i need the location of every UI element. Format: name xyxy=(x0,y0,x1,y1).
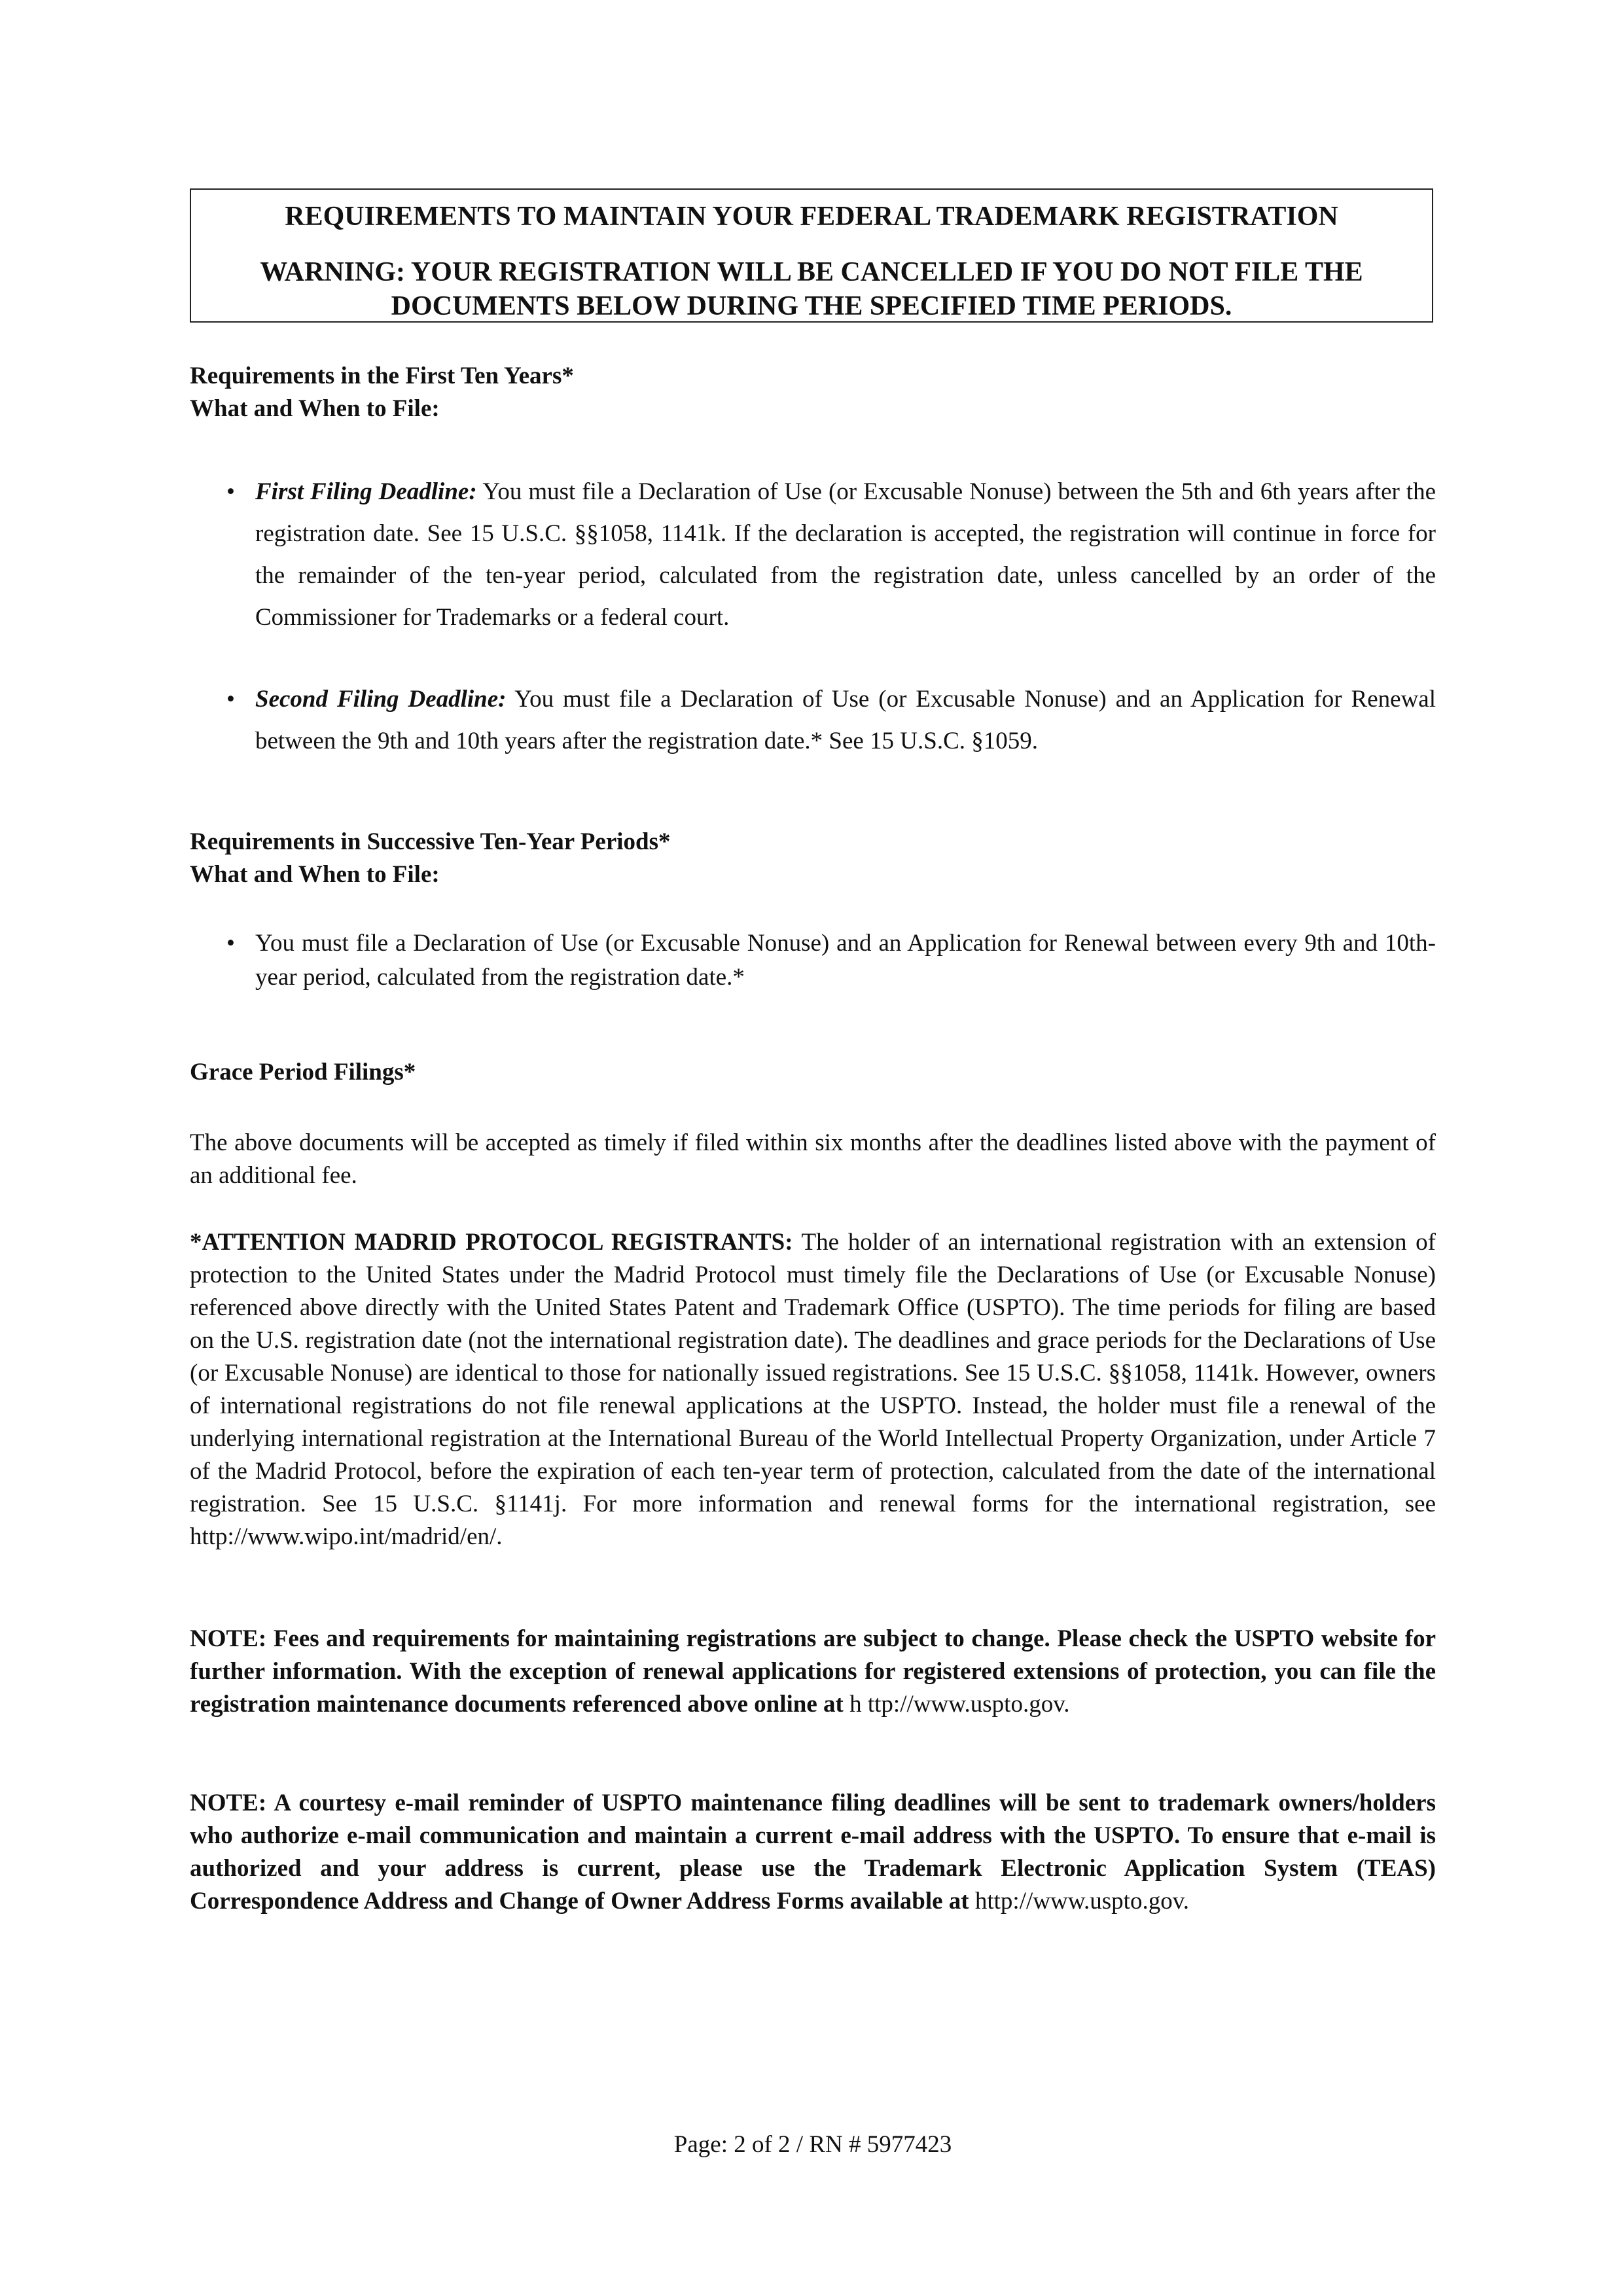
second-filing-text: You must file a Declaration of Use (or Excusable Nonuse) and an Application for Renewal between the 9th and 10th years after the registration date.* See 15 U.S.C. §1059. xyxy=(255,686,1436,754)
first-ten-years-subheading: What and When to File: xyxy=(190,395,440,422)
first-filing-label: First Filing Deadline: xyxy=(255,478,477,505)
warning-box xyxy=(190,188,1433,323)
first-ten-years-heading: Requirements in the First Ten Years* xyxy=(190,362,574,389)
grace-period-heading: Grace Period Filings* xyxy=(190,1059,416,1086)
note-email-link: http://www.uspto.gov. xyxy=(974,1888,1190,1915)
note-email-paragraph xyxy=(190,1787,1436,1918)
grace-period-section xyxy=(190,1056,1436,1089)
document-page xyxy=(190,0,1436,2296)
successive-periods-text: You must file a Declaration of Use (or Excusable Nonuse) and an Application for Renewal between every 9th and 10th-year period, calculated from the registration date.* xyxy=(255,930,1436,991)
bullet-dot: • xyxy=(226,478,235,505)
warning-text: WARNING: YOUR REGISTRATION WILL BE CANCELLED IF YOU DO NOT FILE THE DOCUMENTS BELOW DURING THE SPECIFIED TIME PERIODS. xyxy=(260,257,1363,321)
bullet-dot: • xyxy=(226,930,235,957)
first-ten-years-section xyxy=(190,360,1436,425)
grace-period-paragraph xyxy=(190,1127,1436,1192)
successive-periods-section xyxy=(190,826,1436,891)
second-filing-bullet xyxy=(190,679,1436,762)
grace-period-text: The above documents will be accepted as timely if filed within six months after the deadlines listed above with the payment of an additional fee. xyxy=(190,1129,1436,1189)
note-fees-link: h ttp://www.uspto.gov. xyxy=(849,1691,1070,1718)
note-fees-text: NOTE: Fees and requirements for maintaining registrations are subject to change. Please check the USPTO website for further information. With the exception of renewal applications for registered extensions of protection, you can file the registration maintenance documents referenced above online at xyxy=(190,1625,1436,1718)
requirements-title: REQUIREMENTS TO MAINTAIN YOUR FEDERAL TRADEMARK REGISTRATION xyxy=(285,202,1338,232)
madrid-label: *ATTENTION MADRID PROTOCOL REGISTRANTS: xyxy=(190,1229,793,1256)
note-email-text: NOTE: A courtesy e-mail reminder of USPTO maintenance filing deadlines will be sent to trademark owners/holders who authorize e-mail communication and maintain a current e-mail address with the USPTO. To ensure that e-mail is authorized and your address is current, please use the Trademark Electronic Application System (TEAS) Correspondence Address and Change of Owner Address Forms available at xyxy=(190,1790,1436,1915)
note-fees-paragraph xyxy=(190,1623,1436,1721)
madrid-text: The holder of an international registration with an extension of protection to the United States under the Madrid Protocol must timely file the Declarations of Use (or Excusable Nonuse) referenced above directly with the United States Patent and Trademark Office (USPTO). The time periods for filing are based on the U.S. registration date (not the international registration date). The deadlines and grace periods for the Declarations of Use (or Excusable Nonuse) are identical to those for nationally issued registrations. See 15 U.S.C. §§1058, 1141k. However, owners of international registrations do not file renewal applications at the USPTO. Instead, the holder must file a renewal of the underlying international registration at the International Bureau of the World Intellectual Property Organization, under Article 7 of the Madrid Protocol, before the expiration of each ten-year term of protection, calculated from the date of the international registration. See 15 U.S.C. §1141j. For more information and renewal forms for the international registration, see http://www.wipo.int/madrid/en/. xyxy=(190,1229,1436,1550)
first-filing-bullet xyxy=(190,471,1436,639)
bullet-dot: • xyxy=(226,686,235,713)
successive-periods-subheading: What and When to File: xyxy=(190,861,440,888)
successive-periods-bullet xyxy=(190,927,1436,995)
first-filing-text: You must file a Declaration of Use (or Excusable Nonuse) between the 5th and 6th years after the registration date. See 15 U.S.C. §§1058, 1141k. If the declaration is accepted, the registration will continue in force for the remainder of the ten-year period, calculated from the registration date, unless cancelled by an order of the Commissioner for Trademarks or a federal court. xyxy=(255,478,1436,631)
second-filing-label: Second Filing Deadline: xyxy=(255,686,507,713)
page-footer: Page: 2 of 2 / RN # 5977423 xyxy=(673,2131,952,2158)
successive-periods-heading: Requirements in Successive Ten-Year Periods* xyxy=(190,828,671,855)
madrid-paragraph xyxy=(190,1226,1436,1553)
